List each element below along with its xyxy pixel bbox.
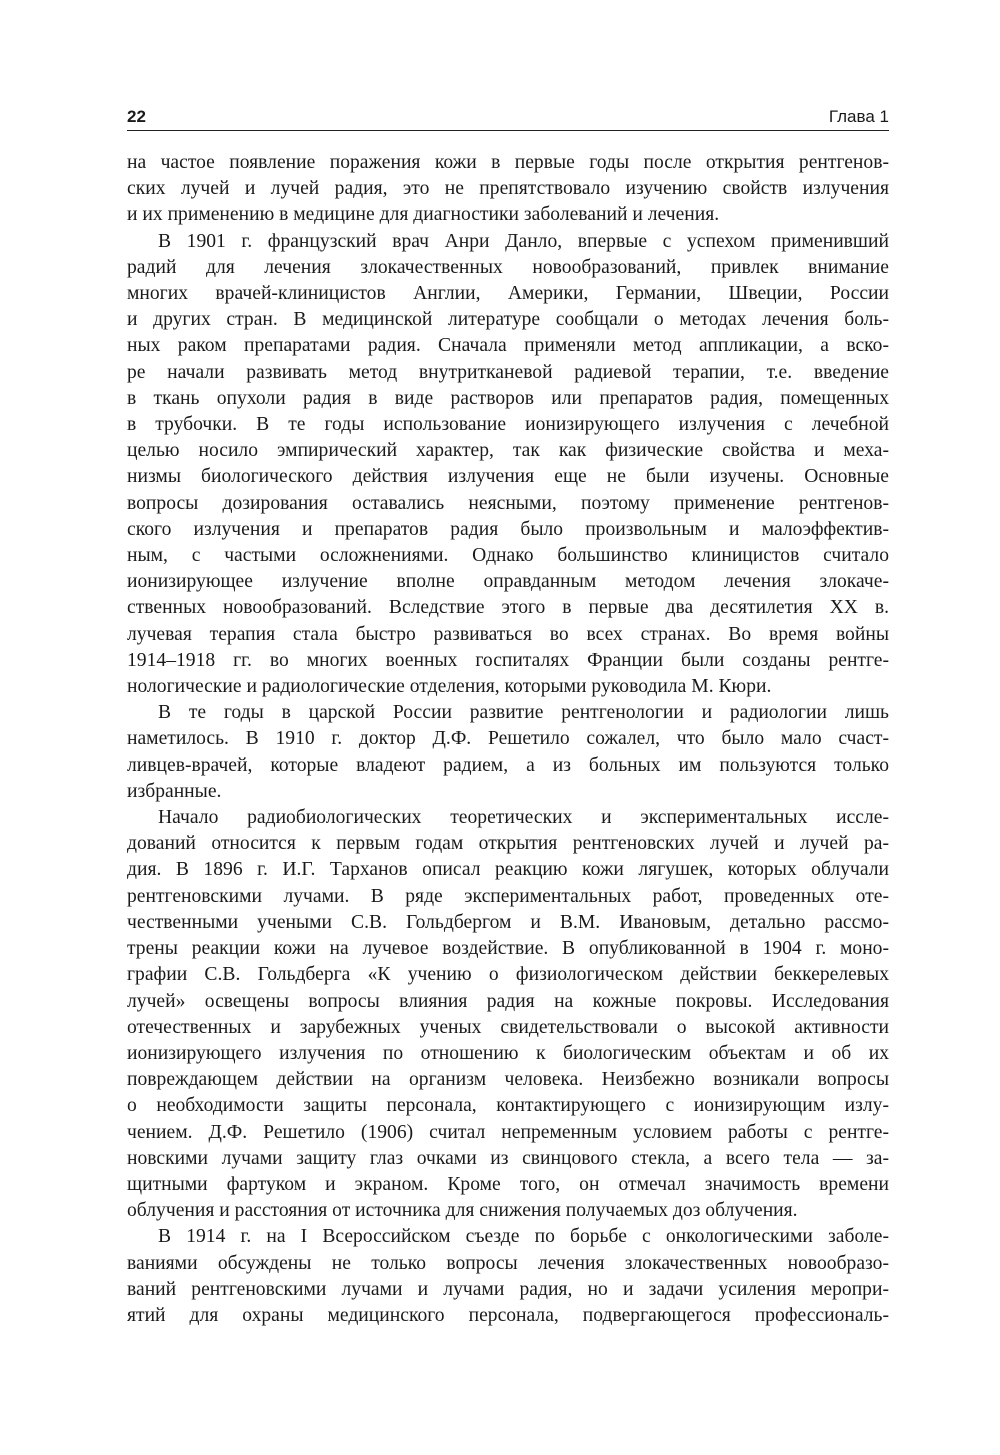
page-header (127, 104, 889, 131)
text-line: вопросы дозирования оставались неясными, поэтому применение рентгенов- (127, 492, 889, 514)
text-line: ваниями обсуждены не только вопросы лечения злокачественных новообразо- (127, 1252, 889, 1274)
text-line: рентгеновскими лучами. В ряде экспериментальных работ, проведенных оте- (127, 885, 889, 907)
paragraph (127, 805, 889, 1224)
text-line: на частое появление поражения кожи в первые годы после открытия рентгенов- (127, 152, 889, 173)
paragraph (127, 1224, 889, 1329)
text-line: низмы биологического действия излучения еще не были изучены. Основные (127, 466, 889, 488)
text-line: избранные. (127, 780, 222, 802)
text-line: облучения и расстояния от источника для снижения получаемых доз облучения. (127, 1200, 798, 1222)
text-line: целью носило эмпирический характер, так как физические свойства и меха- (127, 440, 889, 462)
text-line: нологические и радиологические отделения, которыми руководила М. Кюри. (127, 676, 772, 698)
text-line: лучевая терапия стала быстро развиваться во всех странах. Во время войны (127, 623, 889, 645)
text-line: ионизирующего излучения по отношению к биологическим объектам и об их (127, 1042, 889, 1064)
text-line: В те годы в царской России развитие рентгенологии и радиологии лишь (158, 702, 889, 724)
text-line: ского излучения и препаратов радия было произвольным и малоэффектив- (127, 518, 889, 540)
text-line: щитными фартуком и экраном. Кроме того, он отмечал значимость времени (127, 1173, 889, 1195)
text-line: 1914–1918 гг. во многих военных госпиталях Франции были созданы рентге- (127, 649, 889, 671)
text-line: ным, с частыми осложнениями. Однако большинство клиницистов считало (127, 545, 889, 567)
text-line: отечественных и зарубежных ученых свидетельствовали о высокой активности (127, 1016, 889, 1038)
text-line: Начало радиобиологических теоретических и экспериментальных иссле- (158, 807, 889, 829)
text-line: в трубочки. В те годы использование ионизирующего излучения с лечебной (127, 414, 889, 436)
text-line: ионизирующее излучение вполне оправданным методом лечения злокаче- (127, 571, 889, 593)
text-line: новскими лучами защиту глаз очками из свинцового стекла, а всего тела — за- (127, 1147, 889, 1169)
text-line: графии С.В. Гольдберга «К учению о физиологическом действии беккерелевых (127, 964, 889, 986)
chapter-title: Глава 1 (828, 107, 889, 126)
text-line: многих врачей-клиницистов Англии, Америки, Германии, Швеции, России (127, 283, 889, 305)
text-line: в ткань опухоли радия в виде растворов или препаратов радия, помещенных (127, 387, 889, 409)
text-line: ваний рентгеновскими лучами и лучами радия, но и задачи усиления меропри- (127, 1278, 889, 1300)
text-line: ных раком препаратами радия. Сначала применяли метод аппликации, а вско- (127, 335, 889, 357)
text-line: повреждающем действии на организм человека. Неизбежно возникали вопросы (127, 1069, 889, 1091)
text-line: лучей» освещены вопросы влияния радия на кожные покровы. Исследования (127, 990, 889, 1012)
text-line: ре начали развивать метод внутритканевой радиевой терапии, т.е. введение (127, 361, 889, 383)
page-body (127, 150, 889, 1329)
text-line: радий для лечения злокачественных новообразований, привлек внимание (127, 256, 889, 278)
text-line: и других стран. В медицинской литературе сообщали о методах лечения боль- (127, 309, 889, 331)
text-line: В 1914 г. на I Всероссийском съезде по борьбе с онкологическими заболе- (158, 1226, 889, 1248)
paragraph-continuation (127, 150, 889, 229)
paragraph (127, 700, 889, 805)
text-line: дия. В 1896 г. И.Г. Тарханов описал реакцию кожи лягушек, которых облучали (127, 859, 889, 881)
text-line: трены реакции кожи на лучевое воздействие. В опубликованной в 1904 г. моно- (127, 938, 889, 960)
paragraph (127, 229, 889, 701)
text-line: и их применению в медицине для диагностики заболеваний и лечения. (127, 204, 720, 226)
text-line: ственных новообразований. Вследствие этого в первые два десятилетия XX в. (127, 597, 889, 619)
text-line: наметилось. В 1910 г. доктор Д.Ф. Решетило сожалел, что было мало счаст- (127, 728, 889, 750)
text-line: ских лучей и лучей радия, это не препятствовало изучению свойств излучения (127, 178, 889, 200)
page-number: 22 (127, 107, 146, 126)
text-line: В 1901 г. французский врач Анри Данло, впервые с успехом применивший (158, 230, 889, 252)
text-line: чественными учеными С.В. Гольдбергом и В.М. Ивановым, детально рассмо- (127, 911, 889, 933)
text-line: чением. Д.Ф. Решетило (1906) считал непременным условием работы с рентге- (127, 1121, 889, 1143)
text-line: о необходимости защиты персонала, контактирующего с ионизирующим излу- (127, 1095, 889, 1117)
text-line: ятий для охраны медицинского персонала, подвергающегося профессиональ- (127, 1304, 889, 1326)
text-line: ливцев-врачей, которые владеют радием, а из больных им пользуются только (127, 754, 889, 776)
text-line: дований относится к первым годам открытия рентгеновских лучей и лучей ра- (127, 833, 889, 855)
